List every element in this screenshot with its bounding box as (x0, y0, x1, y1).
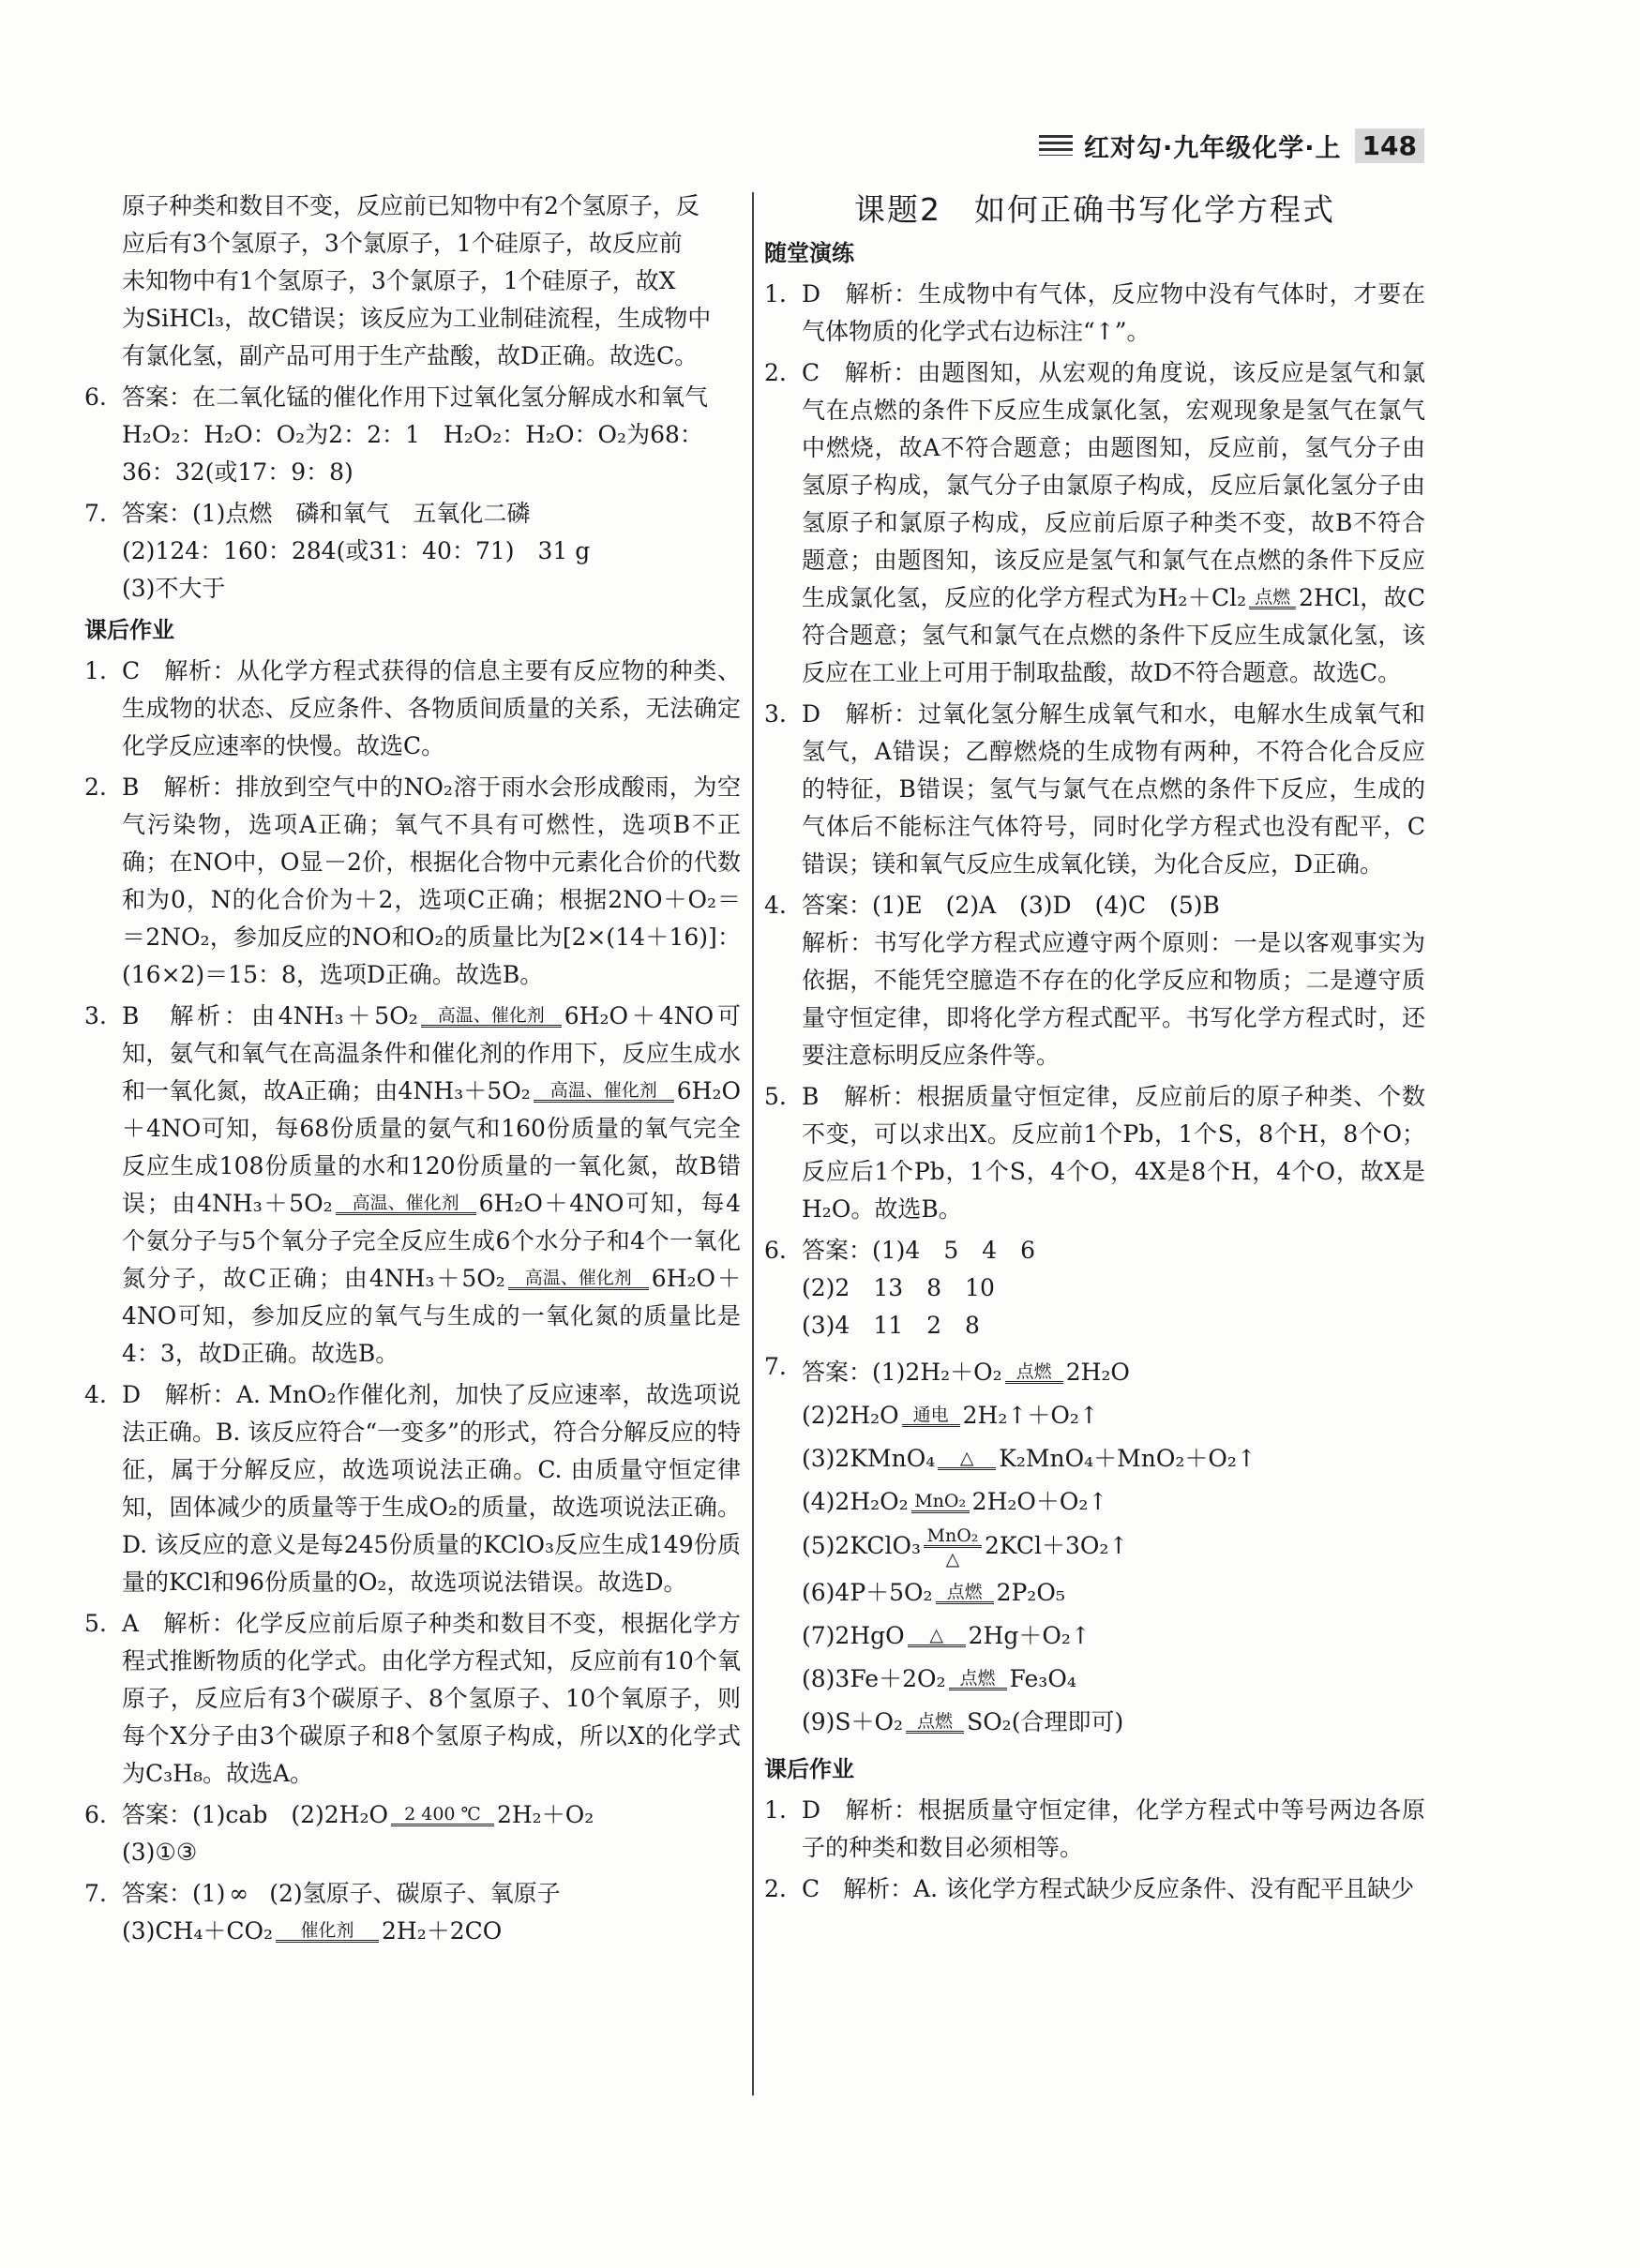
text-line: 36：32(或17：9：8) (122, 458, 354, 486)
equation-line: 答案：(1)2H₂＋O₂ 点燃 2H₂O (802, 1359, 1130, 1386)
text-line: 答案：(1)点燃 磷和氧气 五氧化二磷 (122, 500, 531, 527)
practice-item-7 (764, 1348, 1425, 1747)
reaction-arrow: MnO₂ (911, 1492, 970, 1515)
homework-item-1 (764, 1792, 1425, 1867)
reaction-arrow: 点燃 (906, 1712, 964, 1735)
item-number: 6. (764, 1237, 787, 1264)
homework-item-2 (764, 1870, 1425, 1908)
text-line: (3)①③ (122, 1839, 198, 1866)
equation-line: (8)3Fe＋2O₂ 点燃 Fe₃O₄ (802, 1665, 1076, 1692)
practice-item-5 (764, 1078, 1425, 1228)
item-number: 7. (84, 1880, 107, 1907)
page-number: 148 (1355, 128, 1424, 163)
item-number: 7. (764, 1353, 787, 1380)
item-text: C 解析：由题图知，从宏观的角度说，该反应是氢气和氯气在点燃的条件下反应生成氯化氢，宏观现象是氢气在氯气中燃烧，故A不符合题意；由题图知，反应前，氢气分子由氢原子构成，氯气分子由氯原子构成，反应后氯化氢分子由氢原子和氯原子构成，反应前后原子种类不变，故B不符合题意；由题图知，该反应是氢气和氯气在点燃的条件下反应生成氯化氢，反应的化学方程式为H₂＋Cl₂ 点燃 2HCl，故C符合题意；氢气和氯气在点燃的条件下反应生成氯化氢，该反应在工业上可用于制取盐酸，故D不符合题意。故选C。 (802, 359, 1425, 686)
text-line: (2)124：160：284(或31：40：71) 31 g (122, 537, 591, 564)
practice-item-1 (764, 276, 1425, 351)
equation-line: (4)2H₂O₂ MnO₂ 2H₂O＋O₂↑ (802, 1488, 1108, 1515)
page-header (1039, 125, 1424, 166)
item-text: (3)CH₄＋CO₂ 催化剂 2H₂＋2CO (122, 1917, 503, 1945)
item-text: 解析：书写化学方程式应遵守两个原则：一是以客观事实为依据，不能凭空臆造不存在的化学反应和物质；二是遵守质量守恒定律，即将化学方程式配平。书写化学方程式时，还要注意标明反应条件等。 (802, 929, 1425, 1069)
header-lines-icon (1039, 135, 1073, 156)
section-heading: 课后作业 (764, 1756, 854, 1782)
practice-item-4 (764, 887, 1425, 1074)
item-text: C 解析：A. 该化学方程式缺少反应条件、没有配平且缺少 (802, 1875, 1415, 1902)
item-text: A 解析：化学反应前后原子种类和数目不变，根据化学方程式推断物质的化学式。由化学方程式知，反应前有10个氧原子，反应后有3个碳原子、8个氢原子、10个氧原子，则每个X分子由3个碳原子和8个氢原子构成，所以X的化学式为C₃H₈。故选A。 (122, 1610, 741, 1787)
reaction-arrow: △ (908, 1626, 966, 1649)
item-number: 2. (764, 1875, 787, 1902)
item-text: D 解析：A. MnO₂作催化剂，加快了反应速率，故选项说法正确。B. 该反应符合“一变多”的形式，符合分解反应的特征，属于分解反应，故选项说法正确。C. 由质量守恒定律知，固体减少的质量等于生成O₂的质量，故选项说法正确。D. 该反应的意义是每245份质量的KClO₃反应生成149份质量的KCl和96份质量的O₂，故选项说法错误。故选D。 (122, 1381, 741, 1596)
item-number: 1. (764, 1796, 787, 1824)
reaction-arrow: 高温、催化剂 (534, 1081, 674, 1104)
section-heading: 课后作业 (84, 617, 174, 643)
reaction-arrow: 2 400 ℃ (391, 1805, 494, 1828)
item-text: C 解析：从化学方程式获得的信息主要有反应物的种类、生成物的状态、反应条件、各物质间质量的关系，无法确定化学反应速率的快慢。故选C。 (122, 657, 741, 759)
item-number: 3. (84, 1002, 107, 1029)
item-number: 2. (84, 774, 107, 801)
item-number: 1. (764, 280, 787, 308)
left-column (84, 188, 741, 1954)
text-line: 应后有3个氢原子，3个氯原子，1个硅原子，故反应前 (122, 230, 683, 257)
item-text: B 解析：排放到空气中的NO₂溶于雨水会形成酸雨，为空气污染物，选项A正确；氧气不具有可燃性，选项B不正确；在NO中，O显－2价，根据化合物中元素化合价的代数和为0，N的化合价为＋2，选项C正确；根据2NO＋O₂＝＝2NO₂，参加反应的NO和O₂的质量比为[2×(14＋16)]：(16×2)＝15：8，选项D正确。故选B。 (122, 774, 741, 988)
item-text: D 解析：过氧化氢分解生成氧气和水，电解水生成氧气和氢气，A错误；乙醇燃烧的生成物有两种，不符合化合反应的特征，B错误；氢气与氯气在点燃的条件下反应，生成的气体后不能标注气体符号，同时化学方程式也没有配平，C错误；镁和氧气反应生成氧化镁，为化合反应，D正确。 (802, 700, 1425, 878)
homework-item-5 (84, 1605, 741, 1793)
answer-item-6 (84, 379, 741, 491)
reaction-arrow: △ (938, 1449, 996, 1472)
item-number: 1. (84, 657, 107, 684)
text-line: 有氯化氢，副产品可用于生产盐酸，故D正确。故选C。 (122, 342, 699, 369)
homework-item-4 (84, 1376, 741, 1601)
item-number: 3. (764, 700, 787, 728)
homework-item-2 (84, 769, 741, 994)
reaction-arrow: 点燃 (936, 1583, 994, 1606)
practice-item-2 (764, 354, 1425, 692)
lesson-title: 课题2 如何正确书写化学方程式 (854, 191, 1335, 228)
item-number: 4. (764, 892, 787, 919)
item-text: B 解析：由4NH₃＋5O₂ 高温、催化剂 6H₂O＋4NO可知，氨气和氧气在高温条件和催化剂的作用下，反应生成水和一氧化氮，故A正确；由4NH₃＋5O₂ 高温、催化剂 6H₂O＋4NO可知，每68份质量的氨气和160份质量的氧气完全反应生成108份质量的水和120份质量的一氧化氮，故B错误；由4NH₃＋5O₂ 高温、催化剂 6H₂O＋4NO可知，每4个氨分子与5个氧分子完全反应生成6个水分子和4个一氧化氮分子，故C正确；由4NH₃＋5O₂ 高温、催化剂 6H₂O＋4NO可知，参加反应的氧气与生成的一氧化氮的质量比是4：3，故D正确。故选B。 (122, 1002, 741, 1367)
item-text: D 解析：生成物中有气体，反应物中没有气体时，才要在气体物质的化学式右边标注“↑”。 (802, 280, 1425, 345)
item-number: 7. (84, 500, 107, 527)
reaction-arrow: 高温、催化剂 (421, 1006, 562, 1029)
practice-item-6 (764, 1232, 1425, 1344)
book-title: 红对勾·九年级化学·上 (1084, 133, 1342, 163)
reaction-arrow: 点燃 (1249, 588, 1296, 611)
equation-line: (6)4P＋5O₂ 点燃 2P₂O₅ (802, 1579, 1065, 1606)
practice-item-3 (764, 696, 1425, 883)
text-line: 未知物中有1个氢原子，3个氯原子，1个硅原子，故X (122, 267, 676, 294)
text-line: 答案：(1)E (2)A (3)D (4)C (5)B (802, 892, 1220, 919)
item-text: 答案：(1) ∞ (2)氢原子、碳原子、氧原子 (122, 1880, 561, 1907)
homework-item-3 (84, 998, 741, 1373)
text-line: (3)不大于 (122, 575, 226, 602)
item-number: 4. (84, 1381, 107, 1408)
equation-line: (9)S＋O₂ 点燃 SO₂(合理即可) (802, 1708, 1124, 1735)
item-text: D 解析：根据质量守恒定律，化学方程式中等号两边各原子的种类和数目必须相等。 (802, 1796, 1425, 1861)
column-divider (752, 192, 754, 2095)
text-line: (3)4 11 2 8 (802, 1312, 980, 1339)
equation-line: (7)2HgO △ 2Hg＋O₂↑ (802, 1622, 1091, 1649)
homework-item-6 (84, 1796, 741, 1871)
section-heading: 随堂演练 (764, 240, 854, 266)
reaction-arrow: MnO₂ △ (924, 1526, 982, 1569)
text-line: 答案：在二氧化锰的催化作用下过氧化氢分解成水和氧气 (122, 383, 709, 411)
equation-line: (5)2KClO₃ MnO₂ △ 2KCl＋3O₂↑ (802, 1525, 1129, 1570)
model-diagram-icon: ∞ (229, 1880, 249, 1907)
item-number: 5. (764, 1083, 787, 1110)
item-number: 2. (764, 359, 787, 386)
reaction-arrow: 点燃 (1005, 1362, 1063, 1386)
intro-paragraph (122, 188, 741, 375)
homework-item-1 (84, 653, 741, 765)
reaction-arrow: 高温、催化剂 (336, 1194, 476, 1217)
text-line: 为SiHCl₃，故C错误；该反应为工业制硅流程，生成物中 (122, 305, 712, 332)
equation-line: (2)2H₂O 通电 2H₂↑＋O₂↑ (802, 1402, 1099, 1429)
item-number: 6. (84, 383, 107, 411)
reaction-arrow: 通电 (902, 1405, 960, 1429)
homework-item-7 (84, 1875, 741, 1950)
reaction-arrow: 催化剂 (276, 1921, 379, 1945)
item-number: 6. (84, 1801, 107, 1828)
text-line: (2)2 13 8 10 (802, 1274, 995, 1301)
item-text: B 解析：根据质量守恒定律，反应前后的原子种类、个数不变，可以求出X。反应前1个Pb，1个S，8个H，8个O；反应后1个Pb，1个S，4个O，4X是8个H，4个O，故X是H₂O。故选B。 (802, 1083, 1425, 1223)
reaction-arrow: 高温、催化剂 (508, 1269, 649, 1292)
equation-list (802, 1348, 1425, 1747)
text-line: H₂O₂：H₂O：O₂为2：2：1 H₂O₂：H₂O：O₂为68： (122, 421, 703, 448)
text-line: 答案：(1)4 5 4 6 (802, 1237, 1036, 1264)
equation-line: (3)2KMnO₄ △ K₂MnO₄＋MnO₂＋O₂↑ (802, 1445, 1256, 1472)
item-text: 答案：(1)cab (2)2H₂O 2 400 ℃ 2H₂＋O₂ (122, 1801, 594, 1828)
text-line: 原子种类和数目不变，反应前已知物中有2个氢原子，反 (122, 192, 700, 219)
answer-item-7 (84, 495, 741, 608)
item-number: 5. (84, 1610, 107, 1637)
right-column (764, 188, 1425, 1912)
reaction-arrow: 点燃 (949, 1669, 1007, 1692)
